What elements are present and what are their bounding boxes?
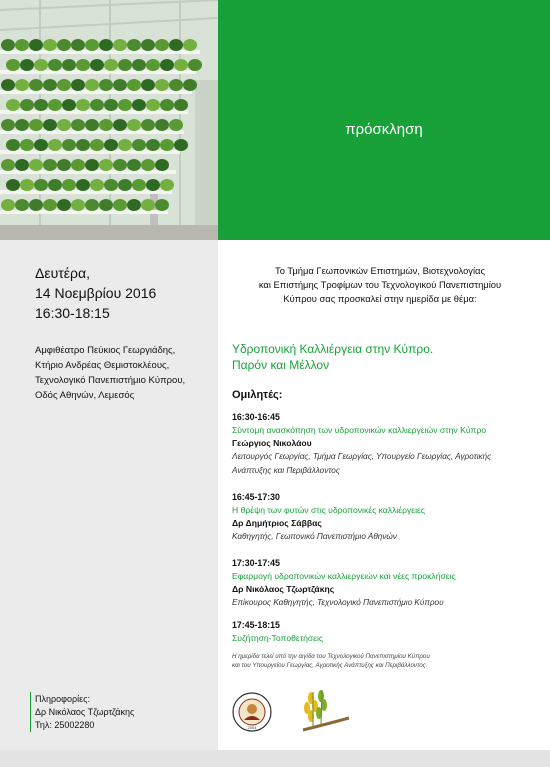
footer-strip (0, 750, 550, 767)
slot-title: Η θρέψη των φυτών στις υδροπονικές καλλιέργειες (232, 505, 426, 515)
speaker-role: Λειτουργός Γεωργίας, Τμήμα Γεωργίας, Υπουργείο Γεωργίας, Αγροτικής (232, 452, 492, 461)
slot-time: 16:45-17:30 (232, 492, 280, 502)
info-phone: Τηλ: 25002280 (35, 720, 95, 730)
slot-title: Εφαρμογή υδροπονικών καλλιεργειών και νέες προκλήσεις (232, 571, 456, 581)
ministry-wheat-logo (297, 684, 353, 736)
info-contact: Δρ Νικόλαος Τζωρτζάκης (35, 707, 135, 717)
info-accent-rule (30, 692, 31, 732)
note-line: και του Υπουργείου Γεωργίας, Αγροτικής Ανάπτυξης και Περιβάλλοντος. (232, 662, 428, 669)
intro-text (232, 264, 528, 306)
greenhouse-illustration (0, 0, 218, 240)
speakers-heading: Ομιλητές: (232, 389, 283, 401)
intro-line: Το Τμήμα Γεωπονικών Επιστημών, Βιοτεχνολογίας (275, 265, 485, 276)
speaker-name: Δρ Δημήτριος Σάββας (232, 518, 322, 528)
event-venue (35, 343, 185, 403)
venue-line: Αμφιθέατρο Πεύκιος Γεωργιάδης, (35, 345, 176, 356)
program-slot-1 (232, 411, 537, 478)
speaker-role: Επίκουρος Καθηγητής, Τεχνολογικό Πανεπιστήμιο Κύπρου (232, 598, 444, 607)
intro-line: Κύπρου σας προσκαλεί στην ημερίδα με θέμα: (283, 293, 477, 304)
program-slot-4 (232, 619, 537, 645)
program-slot-3 (232, 557, 537, 610)
event-topic (232, 341, 532, 373)
speaker-role: Καθηγητής, Γεωπονικό Πανεπιστήμιο Αθηνών (232, 532, 397, 541)
speaker-name: Γεώργιος Νικολάου (232, 438, 312, 448)
note-line: Η ημερίδα τελεί υπό την αιγίδα του Τεχνολογικού Πανεπιστημίου Κύπρου (232, 653, 430, 660)
venue-line: Κτήριο Ανδρέας Θεμιστοκλέους, (35, 360, 170, 371)
contact-info (35, 693, 134, 732)
event-date: 14 Νοεμβρίου 2016 (35, 285, 157, 301)
intro-line: και Επιστήμης Τροφίμων του Τεχνολογικού Πανεπιστημίου (258, 279, 502, 290)
venue-line: Οδός Αθηνών, Λεμεσός (35, 390, 135, 401)
program-slot-2 (232, 491, 537, 544)
slot-title: Συζήτηση-Τοποθετήσεις (232, 633, 324, 643)
speaker-name: Δρ Νικόλαος Τζωρτζάκης (232, 584, 335, 594)
speaker-role: Ανάπτυξης και Περιβάλλοντος (232, 466, 340, 475)
slot-time: 17:30-17:45 (232, 558, 280, 568)
event-date-block (35, 263, 156, 323)
topic-line: Υδροπονική Καλλιέργεια στην Κύπρο. (232, 342, 434, 356)
info-label: Πληροφορίες: (35, 694, 90, 704)
university-seal-logo (232, 690, 272, 734)
event-day: Δευτέρα, (35, 265, 90, 281)
venue-line: Τεχνολογικό Πανεπιστήμιο Κύπρου, (35, 375, 186, 386)
slot-time: 16:30-16:45 (232, 412, 280, 422)
topic-line: Παρόν και Μέλλον (232, 358, 330, 372)
invitation-label: πρόσκληση (345, 121, 423, 138)
header-green-panel (218, 0, 550, 240)
event-time: 16:30-18:15 (35, 305, 110, 321)
slot-title: Σύντομη ανασκόπηση των υδροπονικών καλλιεργειών στην Κύπρο (232, 425, 487, 435)
greenhouse-hydroponic-photo (0, 0, 218, 240)
seal-year: 2004 (247, 725, 257, 730)
slot-time: 17:45-18:15 (232, 620, 280, 630)
patronage-note (232, 652, 532, 670)
